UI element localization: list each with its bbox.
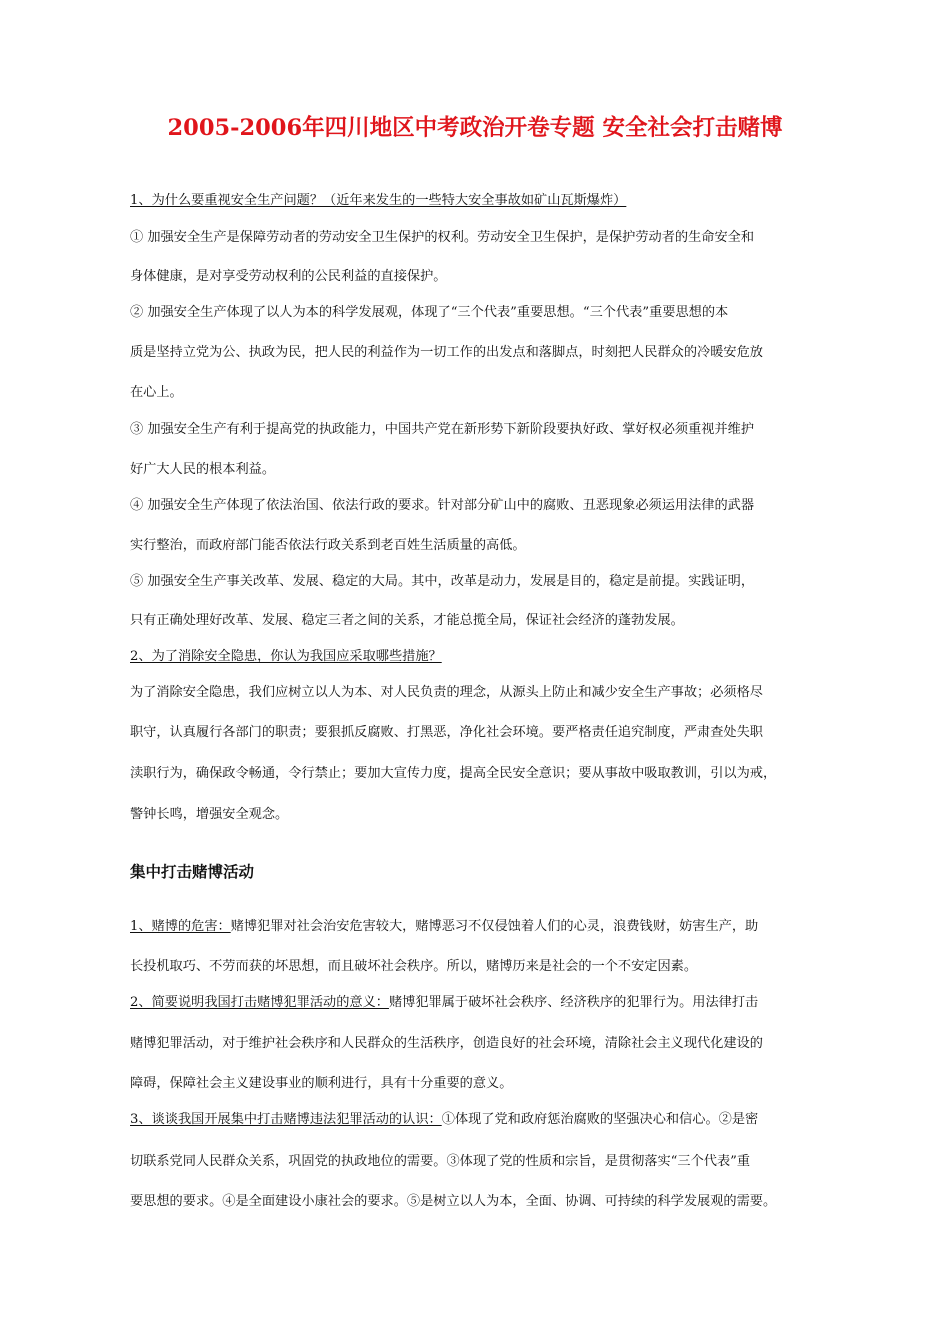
answer-2-line: 警钟长鸣，增强安全观念。 <box>130 807 289 822</box>
answer-1-line: 在心上。 <box>130 385 183 400</box>
item-3-line: 要思想的要求。④是全面建设小康社会的要求。⑤是树立以人为本，全面、协调、可持续的科学发展观的需要。 <box>130 1194 777 1209</box>
item-3-line <box>130 1111 758 1129</box>
answer-1-line: 身体健康，是对享受劳动权利的公民利益的直接保护。 <box>130 269 447 284</box>
answer-2-line: 渎职行为，确保政令畅通，令行禁止；要加大宣传力度，提高全民安全意识；要从事故中吸取教训，引以为戒， <box>130 766 777 781</box>
answer-1-line: 质是坚持立党为公、执政为民，把人民的利益作为一切工作的出发点和落脚点，时刻把人民群众的冷暖安危放 <box>130 345 763 360</box>
item-1-line <box>130 918 758 936</box>
item-2-line: 赌博犯罪活动，对于维护社会秩序和人民群众的生活秩序，创造良好的社会环境，清除社会主义现代化建设的 <box>130 1036 763 1051</box>
answer-2-line: 职守，认真履行各部门的职责；要狠抓反腐败、打黑恶，净化社会环境。要严格责任追究制度，严肃查处失职 <box>130 725 763 740</box>
document-title: 2005-2006年四川地区中考政治开卷专题 安全社会打击赌博 <box>167 115 783 141</box>
answer-1-line: ③ 加强安全生产有利于提高党的执政能力，中国共产党在新形势下新阶段要执好政、掌好权必须重视并维护 <box>130 422 755 437</box>
question-1: 1、为什么要重视安全生产问题？（近年来发生的一些特大安全事故如矿山瓦斯爆炸） <box>130 193 627 208</box>
item-1-label: 1、赌博的危害： <box>130 919 231 934</box>
item-2-text: 赌博犯罪属于破坏社会秩序、经济秩序的犯罪行为。用法律打击 <box>388 995 759 1010</box>
item-3-label: 3、谈谈我国开展集中打击赌博违法犯罪活动的认识： <box>130 1112 442 1127</box>
answer-1-line: 好广大人民的根本利益。 <box>130 462 276 477</box>
item-2-line <box>130 994 758 1012</box>
answer-1-line: ② 加强安全生产体现了以人为本的科学发展观，体现了“三个代表”重要思想。“三个代表”重要思想的本 <box>130 305 729 320</box>
item-2-line: 障碍，保障社会主义建设事业的顺利进行，具有十分重要的意义。 <box>130 1076 513 1091</box>
answer-1-line: ④ 加强安全生产体现了依法治国、依法行政的要求。针对部分矿山中的腐败、丑恶现象必须运用法律的武器 <box>130 498 755 513</box>
answer-2-line: 为了消除安全隐患，我们应树立以人为本、对人民负责的理念，从源头上防止和减少安全生产事故；必须格尽 <box>130 685 763 700</box>
answer-1-line: 实行整治，而政府部门能否依法行政关系到老百姓生活质量的高低。 <box>130 538 526 553</box>
item-1-line: 长投机取巧、不劳而获的坏思想，而且破坏社会秩序。所以，赌博历来是社会的一个不安定因素。 <box>130 959 698 974</box>
answer-1-line: ① 加强安全生产是保障劳动者的劳动安全卫生保护的权利。劳动安全卫生保护，是保护劳动者的生命安全和 <box>130 230 755 245</box>
question-2: 2、为了消除安全隐患，你认为我国应采取哪些措施？ <box>130 649 442 664</box>
section-heading: 集中打击赌博活动 <box>130 863 255 881</box>
item-3-line: 切联系党同人民群众关系，巩固党的执政地位的需要。③体现了党的性质和宗旨，是贯彻落实“三个代表”重 <box>130 1154 751 1169</box>
answer-1-line: ⑤ 加强安全生产事关改革、发展、稳定的大局。其中，改革是动力，发展是目的，稳定是前提。实践证明， <box>130 574 755 589</box>
item-3-text: ①体现了党和政府惩治腐败的坚强决心和信心。②是密 <box>441 1112 759 1127</box>
answer-1-line: 只有正确处理好改革、发展、稳定三者之间的关系，才能总揽全局，保证社会经济的蓬勃发展。 <box>130 613 684 628</box>
item-2-label: 2、简要说明我国打击赌博犯罪活动的意义： <box>130 995 389 1010</box>
item-1-text: 赌博犯罪对社会治安危害较大，赌博恶习不仅侵蚀着人们的心灵，浪费钱财，妨害生产，助 <box>230 919 759 934</box>
